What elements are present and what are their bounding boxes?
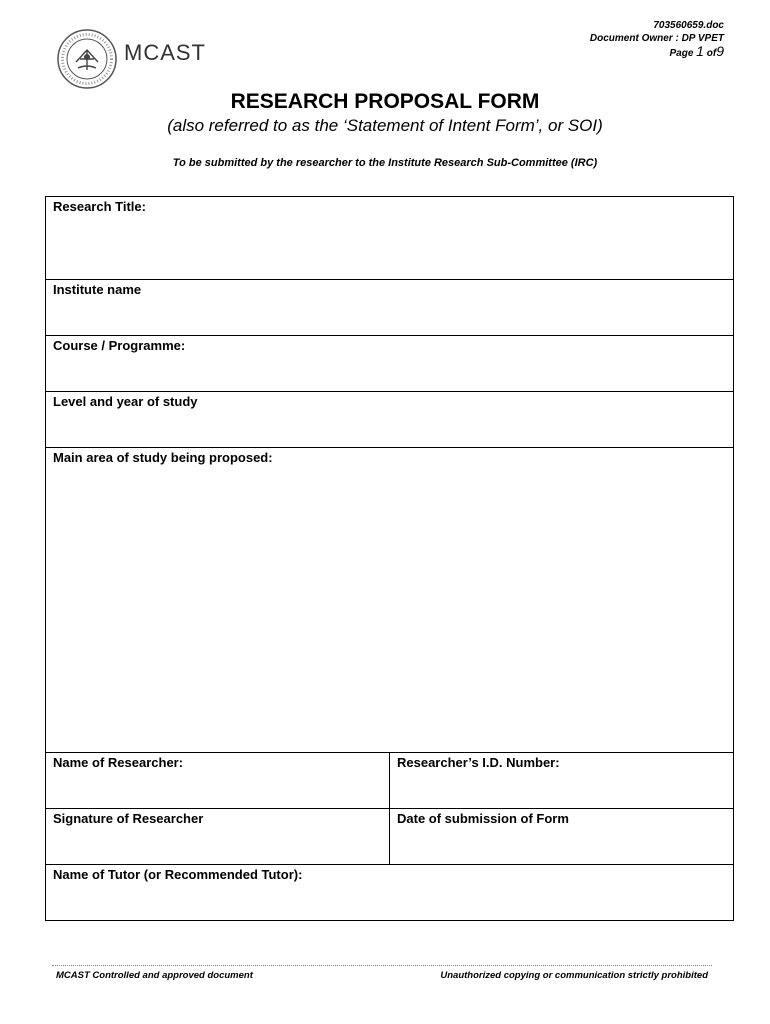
footer-left-text: MCAST Controlled and approved document: [56, 970, 253, 981]
research-title-field[interactable]: Research Title:: [46, 197, 734, 280]
page-indicator: [590, 45, 724, 60]
signature-field[interactable]: Signature of Researcher: [46, 809, 390, 865]
page-current: 1: [696, 43, 704, 59]
form-subtitle: (also referred to as the ‘Statement of Intent Form’, or SOI): [167, 116, 603, 135]
level-year-field[interactable]: Level and year of study: [46, 392, 734, 448]
footer-divider: [52, 965, 712, 966]
page-of: of: [706, 48, 717, 59]
document-owner: Document Owner : DP VPET: [589, 33, 724, 44]
logo-text: MCAST: [124, 40, 206, 65]
institute-name-field[interactable]: Institute name: [46, 280, 734, 336]
mcast-seal-logo: [56, 28, 118, 90]
submission-note: To be submitted by the researcher to the Institute Research Sub-Committee (IRC): [172, 157, 598, 169]
tutor-name-field[interactable]: Name of Tutor (or Recommended Tutor):: [46, 865, 734, 921]
proposal-form-table: [45, 196, 734, 921]
page-prefix: Page: [669, 48, 694, 59]
researcher-id-field[interactable]: Researcher’s I.D. Number:: [390, 753, 734, 809]
document-id: 703560659.doc: [653, 20, 724, 31]
page-total: 9: [716, 43, 724, 59]
submission-date-field[interactable]: Date of submission of Form: [390, 809, 734, 865]
footer-right-text: Unauthorized copying or communication strictly prohibited: [440, 970, 708, 981]
researcher-name-field[interactable]: Name of Researcher:: [46, 753, 390, 809]
form-title: RESEARCH PROPOSAL FORM: [230, 90, 540, 113]
document-header-info: [590, 19, 724, 60]
main-area-field[interactable]: Main area of study being proposed:: [46, 448, 734, 753]
course-programme-field[interactable]: Course / Programme:: [46, 336, 734, 392]
